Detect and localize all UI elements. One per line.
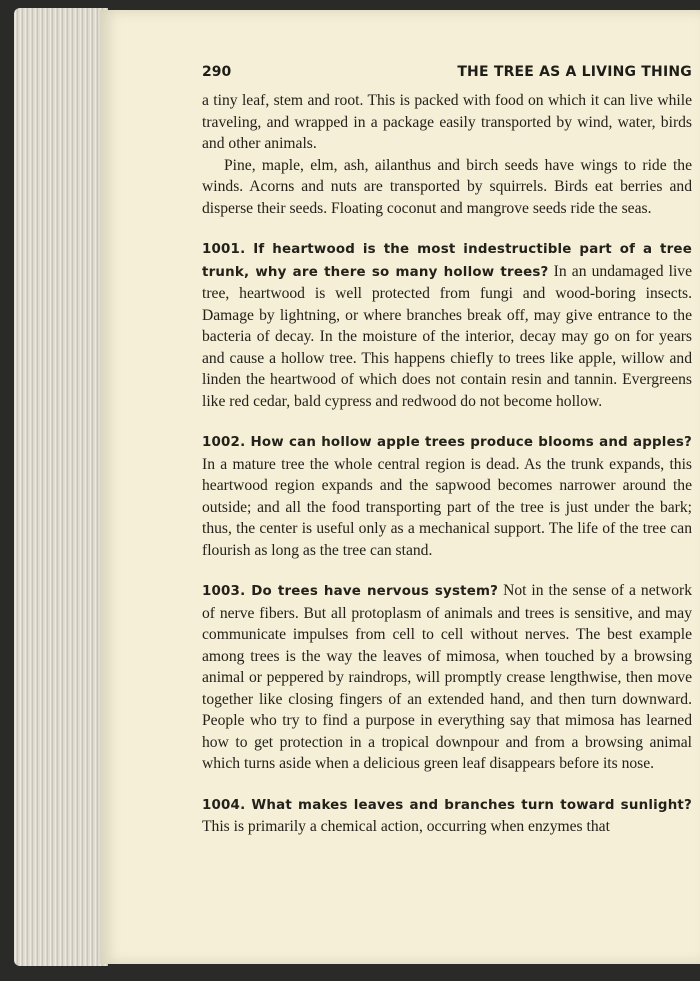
paragraph: Pine, maple, elm, ash, ailanthus and birch seeds have wings to ride the winds. Acorns and nuts are transported by squirrels. Birds eat berries and disperse their seeds. Floating coconut and mangrove seeds ride the seas. xyxy=(202,156,692,217)
running-header xyxy=(202,64,692,86)
question-heading: 1003. Do trees have nervous system? xyxy=(202,584,499,599)
answer-text: This is primarily a chemical action, occurring when enzymes that xyxy=(202,818,610,835)
question-heading: 1002. How can hollow apple trees produce blooms and apples? xyxy=(202,435,692,450)
qa-entry-1003 xyxy=(202,580,692,775)
answer-text: In a mature tree the whole central region is dead. As the trunk expands, this heartwood region expands and the sapwood becomes narrower around the outside; and all the food transporting part of the tree is just under the bark; thus, the center is useful only as a mechanical support. The life of the tree can flourish as long as the tree can stand. xyxy=(202,455,692,559)
page-number: 290 xyxy=(202,64,232,80)
paragraph: a tiny leaf, stem and root. This is packed with food on which it can live while traveling, and wrapped in a package easily transported by wind, water, birds and other animals. xyxy=(202,92,692,152)
question-heading: 1004. What makes leaves and branches turn toward sunlight? xyxy=(202,797,692,813)
qa-entry-1002 xyxy=(202,431,692,561)
qa-entry-1004 xyxy=(202,794,692,838)
question-heading: 1001. If heartwood is the most indestructible part of a tree trunk, why are there so many hollow trees? xyxy=(202,242,692,280)
running-title: THE TREE AS A LIVING THING xyxy=(457,64,692,80)
page-stack-edge xyxy=(14,8,108,966)
answer-text: Not in the sense of a network of nerve fibers. But all protoplasm of animals and trees is sensitive, and may communicate impulses from cell to cell without nerves. The best example among trees is the way the leaves of mimosa, when touched by a browsing animal or peppered by raindrops, will promptly crease lengthwise, then move together like closing fingers of an extended hand, and then turn downward. People who try to find a purpose in everything say that mimosa has learned how to get protection in a tropical downpour and from a browsing animal which turns aside when a delicious green leaf disappears before its nose. xyxy=(202,582,692,772)
answer-text: In an undamaged live tree, heartwood is well protected from fungi and wood-boring insects. Damage by lightning, or where branches break off, may give entrance to the bacteria of decay. In the moisture of the interior, decay may go on for years and cause a hollow tree. This happens chiefly to trees like apple, willow and linden the heartwood of which does not contain resin and tannin. Evergreens like red cedar, bald cypress and redwood do not become hollow. xyxy=(202,262,692,410)
qa-entry-1001 xyxy=(202,238,692,412)
page-body xyxy=(202,90,692,838)
